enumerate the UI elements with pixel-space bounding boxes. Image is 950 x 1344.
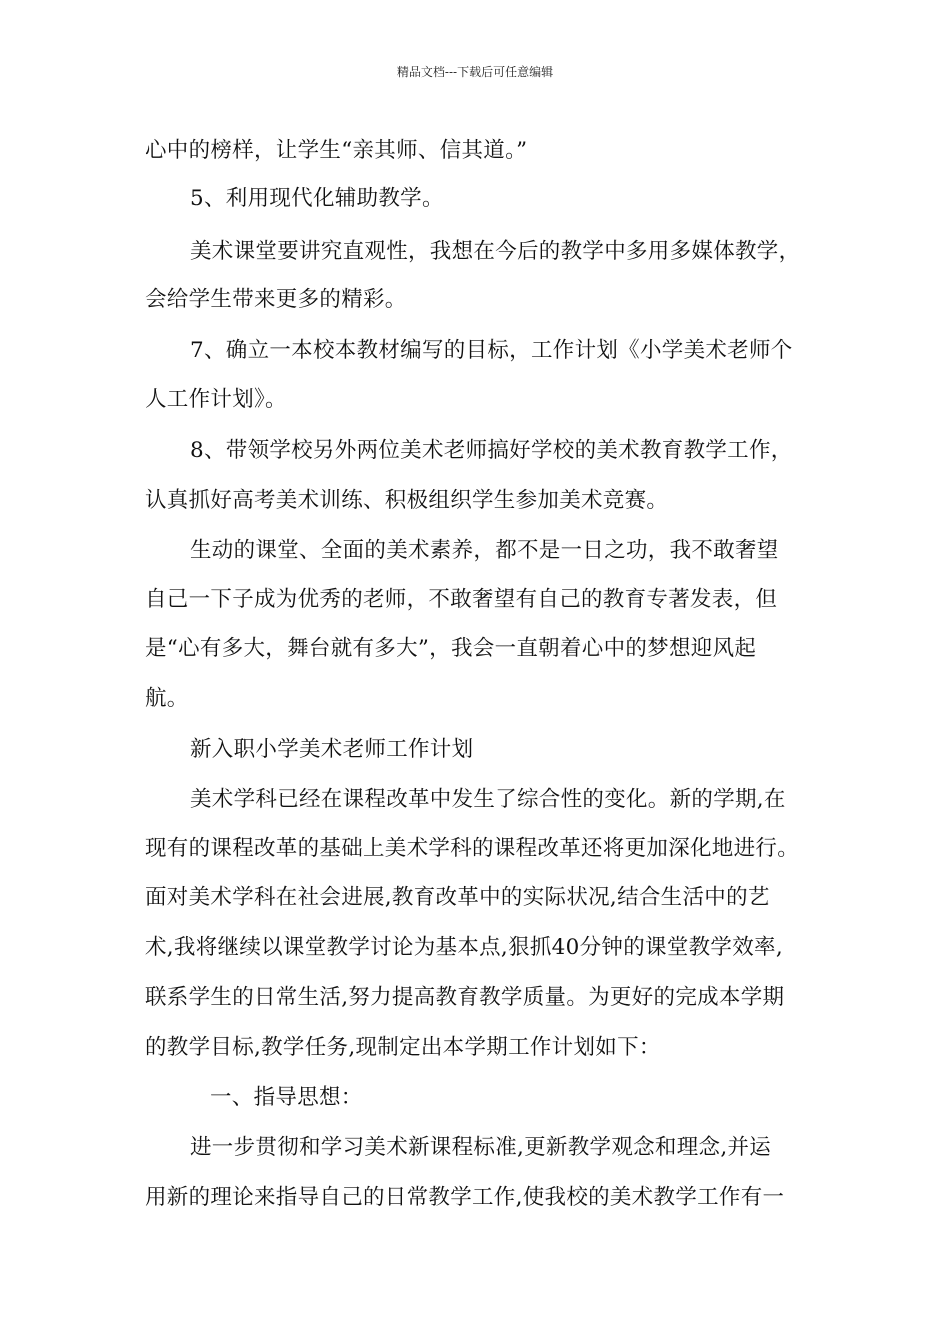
text-line: 美术学科已经在课程改革中发生了综合性的变化。新的学期,在: [190, 787, 786, 812]
text-line: 进一步贯彻和学习美术新课程标准,更新教学观念和理念,并运: [190, 1135, 772, 1160]
section-title: 新入职小学美术老师工作计划: [190, 737, 474, 762]
text-line: 用新的理论来指导自己的日常教学工作,使我校的美术教学工作有一: [145, 1185, 785, 1210]
text-line: 8、带领学校另外两位美术老师搞好学校的美术教育教学工作，: [190, 438, 793, 463]
subsection-heading: 一、指导思想：: [210, 1085, 363, 1110]
text-line: 自己一下子成为优秀的老师，不敢奢望有自己的教育专著发表，但: [145, 587, 778, 612]
page-header: 精品文档---下载后可任意编辑: [396, 65, 554, 79]
text-line: 认真抓好高考美术训练、积极组织学生参加美术竞赛。: [145, 488, 669, 513]
text-line: 会给学生带来更多的精彩。: [145, 287, 407, 312]
text-line: 7、确立一本校本教材编写的目标，工作计划《小学美术老师个: [190, 338, 793, 363]
text-line: 术,我将继续以课堂教学讨论为基本点,狠抓40分钟的课堂教学效率,: [145, 935, 783, 960]
text-line: 是“心有多大，舞台就有多大”，我会一直朝着心中的梦想迎风起: [145, 636, 757, 661]
text-line: 现有的课程改革的基础上美术学科的课程改革还将更加深化地进行。: [145, 836, 800, 861]
text-line: 人工作计划》。: [145, 387, 287, 412]
text-line: 航。: [145, 686, 189, 711]
text-line: 面对美术学科在社会进展,教育改革中的实际状况,结合生活中的艺: [145, 885, 770, 910]
text-line: 心中的榜样，让学生“亲其师、信其道。”: [145, 138, 528, 163]
text-line: 的教学目标,教学任务,现制定出本学期工作计划如下：: [145, 1035, 661, 1060]
text-line: 美术课堂要讲究直观性，我想在今后的教学中多用多媒体教学，: [190, 239, 801, 264]
text-line: 联系学生的日常生活,努力提高教育教学质量。为更好的完成本学期: [145, 985, 785, 1010]
text-line: 生动的课堂、全面的美术素养，都不是一日之功，我不敢奢望: [190, 538, 779, 563]
text-line: 5、利用现代化辅助教学。: [190, 186, 444, 211]
